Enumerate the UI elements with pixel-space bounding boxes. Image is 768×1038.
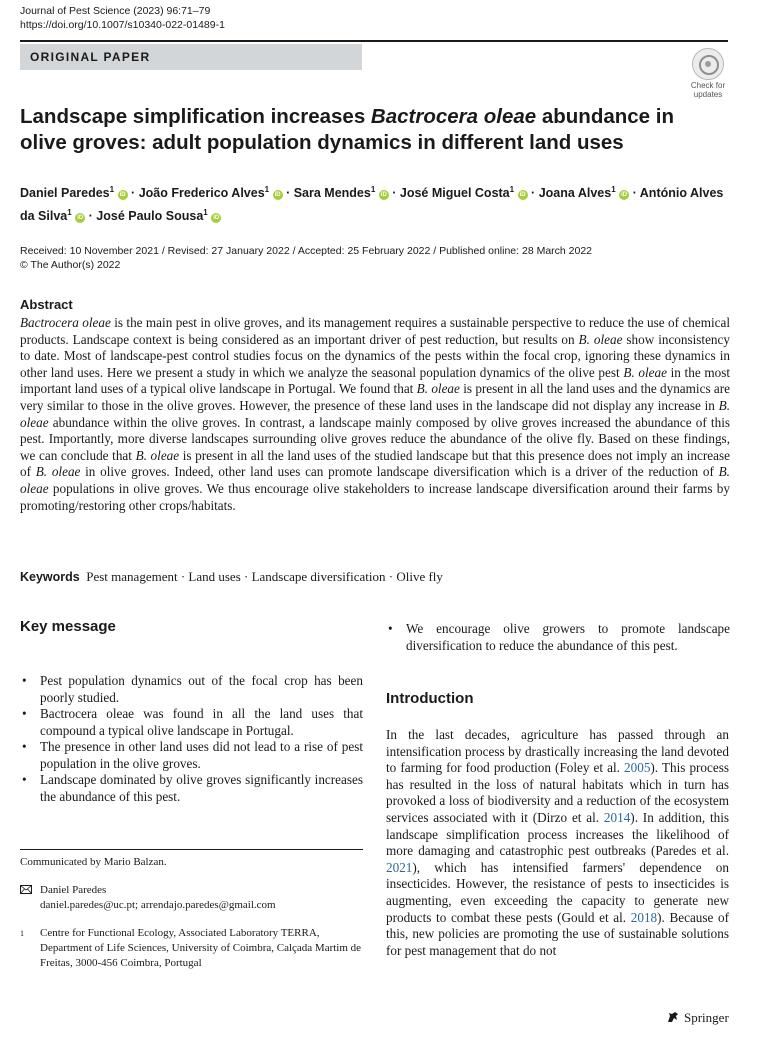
intro-segment: ), which has intensified farmers' dependence on insecticides. However, the resistance of pests to insecticides is augmenting, even exceeding the capacity to generate new products to combat these pests (Gould et al. xyxy=(386,859,729,925)
key-message-list xyxy=(20,673,363,805)
key-message-list-continued xyxy=(386,621,730,654)
orcid-icon[interactable]: iD xyxy=(119,192,126,199)
bullet-icon: • xyxy=(22,772,27,787)
affiliation-text: Centre for Functional Ecology, Associated Laboratory TERRA, Department of Life Sciences, University of Coimbra, Calçada Martim de Freitas, 3000-456 Coimbra, Portugal xyxy=(40,927,362,969)
crossmark-icon xyxy=(692,48,724,80)
introduction-heading: Introduction xyxy=(386,690,474,707)
corresponding-author xyxy=(20,883,363,913)
author-affiliation-number: 1 xyxy=(509,185,515,194)
list-item: • We encourage olive growers to promote landscape diversification to reduce the abundance of this pest. xyxy=(388,621,730,653)
abstract-segment: in the most important land uses of a typical olive landscape in Portugal. We found that xyxy=(20,364,730,397)
species-name: B. oleae xyxy=(35,464,81,480)
crossmark-label: Check for updates xyxy=(690,81,726,99)
publisher-logo xyxy=(666,1010,729,1026)
publisher-name: Springer xyxy=(684,1010,729,1025)
author[interactable]: José Paulo Sousa$^1$ iD xyxy=(96,208,220,224)
author[interactable]: Joana Alves$^1$ iD xyxy=(538,185,628,201)
orcid-icon[interactable]: iD xyxy=(519,192,526,199)
introduction-text xyxy=(386,727,729,959)
species-name: B. oleae xyxy=(578,331,623,347)
author[interactable]: João Frederico Alves$^1$ iD xyxy=(138,185,281,201)
species-name: Bactrocera oleae xyxy=(20,315,111,330)
publication-history xyxy=(20,244,592,272)
citation-link[interactable]: 2021 xyxy=(386,859,413,875)
abstract-segment: is present in all the land uses and the dynamics are very similar to those in the olive groves. However, the presence of these land uses in the landscape did not display any increase in xyxy=(20,381,730,413)
keywords-list: Pest management · Land uses · Landscape diversification · Olive fly xyxy=(86,569,443,584)
envelope-icon xyxy=(20,885,32,894)
doi-link[interactable]: https://doi.org/10.1007/s10340-022-01489-1 xyxy=(20,19,225,31)
copyright-line: © The Author(s) 2022 xyxy=(20,259,121,271)
abstract-segment: is the main pest in olive groves, and its management requires a sustainable perspective to reduce the use of chemical products. Landscape context is being considered as an important driver of pest reduction, but results on xyxy=(20,315,730,347)
corresponding-email[interactable]: daniel.paredes@uc.pt; arrendajo.paredes@gmail.com xyxy=(40,899,276,911)
species-name: B. oleae xyxy=(20,397,730,430)
author-affiliation-number: 1 xyxy=(203,208,208,218)
species-name: B. oleae xyxy=(416,381,460,397)
species-name: B. oleae xyxy=(20,464,730,496)
abstract-heading: Abstract xyxy=(20,297,73,312)
author[interactable]: Daniel Paredes$^1$ iD xyxy=(20,185,126,201)
abstract-segment: populations in olive groves. We thus encourage olive stakeholders to increase landscape diversification around their farms by promoting/restoring other crops/habitats. xyxy=(20,480,730,513)
author-affiliation-number: 1 xyxy=(611,185,616,194)
author-affiliation-number: 1 xyxy=(370,185,376,194)
springer-horse-icon xyxy=(666,1010,680,1024)
orcid-icon[interactable]: iD xyxy=(77,215,84,222)
author[interactable]: Sara Mendes$^1$ iD xyxy=(293,185,387,201)
list-item: • Landscape dominated by olive groves significantly increases the abundance of this pest. xyxy=(22,772,363,804)
bullet-icon: • xyxy=(22,673,27,688)
species-name: B. oleae xyxy=(623,364,667,380)
orcid-icon[interactable]: iD xyxy=(213,215,220,222)
author-affiliation-number: 1 xyxy=(109,185,115,194)
citation-link[interactable]: 2014 xyxy=(603,809,631,825)
article-type-banner xyxy=(20,44,362,70)
bullet-icon: • xyxy=(388,621,393,636)
author-affiliation-number: 1 xyxy=(264,185,270,194)
abstract-segment: in olive groves. Indeed, other land uses can promote landscape diversification which is a driver of the reduction of xyxy=(80,464,719,480)
corresponding-name: Daniel Paredes xyxy=(40,884,107,896)
list-item: • Bactrocera oleae was found in all the land uses that compound a typical olive landscape in Portugal. xyxy=(22,706,363,738)
citation-link[interactable]: 2018 xyxy=(630,909,658,925)
citation-link[interactable]: 2005 xyxy=(624,760,651,776)
intro-segment: In the last decades, agriculture has passed through an intensification process by drastically increasing the land devoted to farming for food production (Foley et al. xyxy=(386,727,729,776)
author[interactable]: José Miguel Costa$^1$ iD xyxy=(399,185,526,201)
header-rule xyxy=(20,40,728,42)
abstract-segment: is present in all the land uses of the studied landscape but that this presence does not imply an increase of xyxy=(20,447,730,480)
intro-segment: ). This process has resulted in the loss of natural habitats which in turn has provoked a loss of biodiversity and a reduction of the ecosystem services associated with it (Dirzo et al. xyxy=(386,760,729,825)
journal-citation: Journal of Pest Science (2023) 96:71–79 xyxy=(20,5,211,17)
abstract-segment: abundance within the olive groves. In contrast, a landscape mainly composed by olive groves increased the abundance of this pest. Importantly, more diverse landscapes surrounding olive groves reduce the abundance of the olive fly. Based on these findings, we can conclude that xyxy=(20,414,730,463)
author-affiliation-number: 1 xyxy=(67,208,72,218)
author[interactable]: António Alves da Silva$^1$ iD xyxy=(20,186,724,224)
orcid-icon[interactable]: iD xyxy=(621,192,628,199)
bullet-icon: • xyxy=(22,739,27,754)
paper-title: Landscape simplification increases Bactrocera oleae abundance in olive groves: adult population dynamics in different land uses xyxy=(20,105,674,154)
intro-segment: ). Because of this, new policies are promoting the use of sustainable solutions for pest management that do not xyxy=(386,909,730,958)
list-item: • The presence in other land uses did not lead to a rise of pest population in the olive groves. xyxy=(22,739,363,771)
check-for-updates-badge[interactable] xyxy=(686,48,730,99)
dates-line: Received: 10 November 2021 / Revised: 27 January 2022 / Accepted: 25 February 2022 / Published online: 28 March 2022 xyxy=(20,245,593,257)
species-name: B. oleae xyxy=(135,447,180,463)
intro-segment: ). In addition, this landscape simplification process increases the likelihood of more damaging and catastrophic pest outbreaks (Paredes et al. xyxy=(386,809,729,859)
keywords xyxy=(20,568,730,586)
abstract-text xyxy=(20,315,730,514)
communicated-by: Communicated by Mario Balzan. xyxy=(20,856,167,868)
affiliation xyxy=(20,926,363,971)
abstract-segment: show inconsistency to date. Most of landscape-pest control studies focus on the dynamics of the pests within the focal crop, ignoring these dynamics in other land uses. Here we present a study in which we analyze the seasonal population dynamics of the olive pest xyxy=(20,331,730,380)
keywords-label: Keywords xyxy=(20,570,80,584)
key-message-heading: Key message xyxy=(20,618,116,635)
orcid-icon[interactable]: iD xyxy=(380,192,387,199)
list-item: • Pest population dynamics out of the focal crop has been poorly studied. xyxy=(22,673,363,705)
orcid-icon[interactable]: iD xyxy=(274,192,281,199)
author-list: Daniel Paredes$^1$ iD · João Frederico Alves$^1$ iD · Sara Mendes$^1$ iD · José Miguel Costa$^1$ iD · Joana Alves$^1$ iD · António Alves da Silva$^1$ iD · José Paulo Sousa$^1$ iD xyxy=(20,185,724,224)
footnote-rule xyxy=(20,849,363,850)
bullet-icon: • xyxy=(22,706,27,721)
journal-header xyxy=(20,4,225,32)
affiliation-number: 1 xyxy=(20,929,24,938)
article-type: ORIGINAL PAPER xyxy=(30,50,151,64)
